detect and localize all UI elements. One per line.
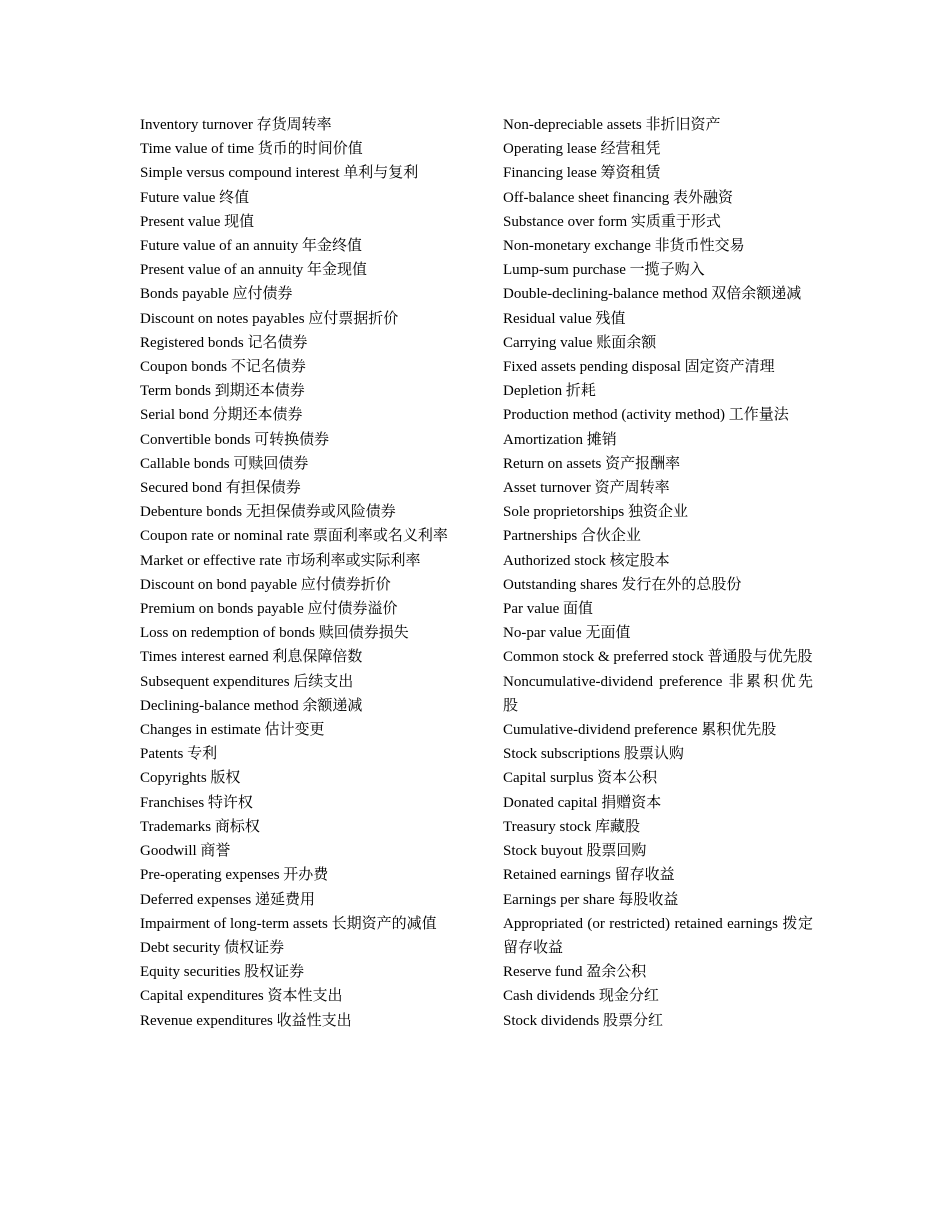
glossary-entry: No-par value 无面值 [503,625,631,642]
glossary-entry: Par value 面值 [503,601,593,618]
glossary-entry: Authorized stock 核定股本 [503,552,670,569]
glossary-entry: Inventory turnover 存货周转率 [140,117,332,133]
glossary-entry: Times interest earned 利息保障倍数 [140,649,363,666]
glossary-entry: Coupon bonds 不记名债券 [140,359,306,376]
glossary-entry: Common stock & preferred stock 普通股与优先股 [503,649,813,666]
glossary-entry: Retained earnings 留存收益 [503,867,675,884]
glossary-entry: Secured bond 有担保债券 [140,480,301,497]
glossary-entry: Term bonds 到期还本债券 [140,383,305,400]
glossary-entry: Equity securities 股权证券 [140,964,305,981]
glossary-entry: Non-depreciable assets 非折旧资产 [503,117,721,133]
glossary-entry: Depletion 折耗 [503,383,596,400]
glossary-entry: Double-declining-balance method 双倍余额递减 [503,286,802,303]
glossary-entry: Franchises 特许权 [140,794,253,811]
glossary-entry: Serial bond 分期还本债券 [140,407,303,424]
glossary-entry: Appropriated (or restricted) retained earnings 拨定留存收益 [503,915,813,956]
glossary-entry: Bonds payable 应付债券 [140,286,293,303]
glossary-entry: Coupon rate or nominal rate 票面利率或名义利率 [140,528,448,545]
glossary-entry: Premium on bonds payable 应付债券溢价 [140,601,398,618]
glossary-entry: Reserve fund 盈余公积 [503,964,647,981]
glossary-entry: Earnings per share 每股收益 [503,891,679,908]
glossary-column-left [140,113,450,1033]
glossary-entry: Convertible bonds 可转换债券 [140,431,330,448]
glossary-entry: Amortization 摊销 [503,431,617,448]
glossary-entry: Partnerships 合伙企业 [503,528,641,545]
glossary-entry: Production method (activity method) 工作量法 [503,407,789,424]
glossary-entry: Callable bonds 可赎回债券 [140,455,309,472]
glossary-entry: Loss on redemption of bonds 赎回债券损失 [140,625,409,642]
glossary-entry: Stock buyout 股票回购 [503,843,647,860]
glossary-entry: Sole proprietorships 独资企业 [503,504,688,521]
glossary-entry: Changes in estimate 估计变更 [140,722,325,739]
glossary-entry: Substance over form 实质重于形式 [503,213,721,230]
glossary-entry: Debenture bonds 无担保债券或风险债券 [140,504,396,521]
glossary-entry: Treasury stock 库藏股 [503,818,640,835]
glossary-entry: Cumulative-dividend preference 累积优先股 [503,722,777,739]
glossary-entry: Donated capital 捐赠资本 [503,794,662,811]
glossary-entry: Time value of time 货币的时间价值 [140,141,363,158]
glossary-entry: Capital surplus 资本公积 [503,770,658,787]
glossary-entry: Debt security 债权证券 [140,939,285,956]
glossary-entry: Declining-balance method 余额递减 [140,697,363,714]
glossary-entry: Future value of an annuity 年金终值 [140,238,363,255]
glossary-entry: Revenue expenditures 收益性支出 [140,1012,352,1029]
glossary-entry: Noncumulative-dividend preference 非累积优先股 [503,673,813,714]
glossary-entry: Stock subscriptions 股票认购 [503,746,684,763]
glossary-entry: Future value 终值 [140,189,250,206]
glossary-entry: Subsequent expenditures 后续支出 [140,673,354,690]
glossary-entry: Stock dividends 股票分红 [503,1012,663,1029]
glossary-entry: Trademarks 商标权 [140,818,260,835]
glossary-entry: Discount on notes payables 应付票据折价 [140,310,399,327]
glossary-entry: Off-balance sheet financing 表外融资 [503,189,734,206]
glossary-entry: Market or effective rate 市场利率或实际利率 [140,552,421,569]
glossary-entry: Non-monetary exchange 非货币性交易 [503,238,745,255]
glossary-entry: Financing lease 筹资租赁 [503,165,661,182]
glossary-entry: Cash dividends 现金分红 [503,988,659,1005]
glossary-entry: Carrying value 账面余额 [503,334,657,351]
glossary-entry: Goodwill 商誉 [140,843,231,860]
glossary-entry: Lump-sum purchase 一揽子购入 [503,262,705,279]
glossary-entry: Outstanding shares 发行在外的总股份 [503,576,742,593]
glossary-entry: Asset turnover 资产周转率 [503,480,670,497]
glossary-entry: Pre-operating expenses 开办费 [140,867,329,884]
glossary-entry: Copyrights 版权 [140,770,241,787]
glossary-entry: Capital expenditures 资本性支出 [140,988,343,1005]
glossary-entry: Discount on bond payable 应付债券折价 [140,576,391,593]
glossary-entry: Patents 专利 [140,746,218,763]
glossary-entry: Simple versus compound interest 单利与复利 [140,165,419,182]
glossary-column-right [503,113,813,1033]
glossary-entry: Present value 现值 [140,213,255,230]
glossary-entry: Registered bonds 记名债券 [140,334,308,351]
glossary-entry: Fixed assets pending disposal 固定资产清理 [503,359,775,376]
glossary-entry: Residual value 残值 [503,310,626,327]
glossary-entry: Impairment of long-term assets 长期资产的减值 [140,915,437,932]
glossary-entry: Deferred expenses 递延费用 [140,891,315,908]
glossary-entry: Return on assets 资产报酬率 [503,455,681,472]
glossary-entry: Present value of an annuity 年金现值 [140,262,368,279]
glossary-entry: Operating lease 经营租凭 [503,141,661,158]
